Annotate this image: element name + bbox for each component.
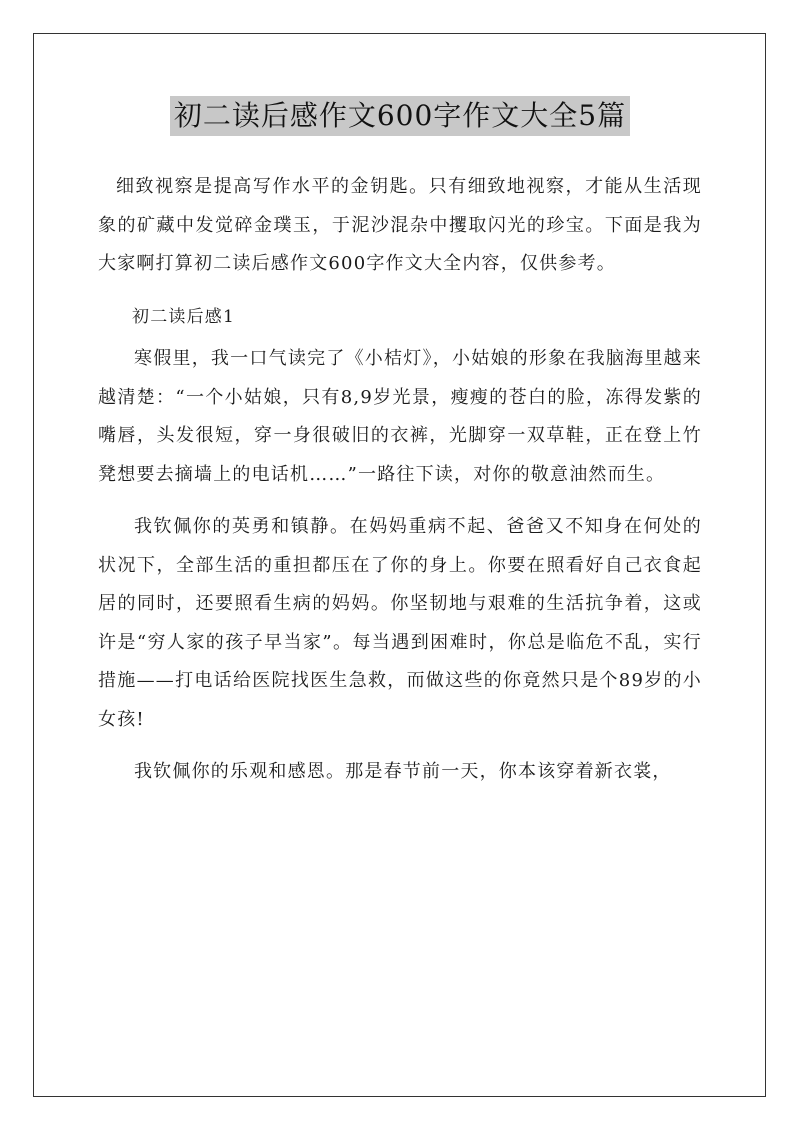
title-container	[0, 96, 800, 136]
body-paragraph: 我钦佩你的乐观和感恩。那是春节前一天，你本该穿着新衣裳，	[134, 761, 672, 782]
document-body	[98, 168, 702, 792]
intro-paragraph: 细致视察是提高写作水平的金钥匙。只有细致地视察，才能从生活现象的矿藏中发觉碎金璞玉，于泥沙混杂中攫取闪光的珍宝。下面是我为大家啊打算初二读后感作文600字作文大全内容，仅供参考。	[98, 176, 702, 274]
section-heading: 初二读后感1	[132, 306, 236, 327]
body-paragraph: 我钦佩你的英勇和镇静。在妈妈重病不起、爸爸又不知身在何处的状况下，全部生活的重担都压在了你的身上。你要在照看好自己衣食起居的同时，还要照看生病的妈妈。你坚韧地与艰难的生活抗争着，这或许是“穷人家的孩子早当家”。每当遇到困难时，你总是临危不乱，实行措施——打电话给医院找医生急救，而做这些的你竟然只是个89岁的小女孩!	[98, 516, 702, 730]
document-title: 初二读后感作文600字作文大全5篇	[170, 96, 630, 136]
body-paragraph: 寒假里，我一口气读完了《小桔灯》，小姑娘的形象在我脑海里越来越清楚：“一个小姑娘，只有8,9岁光景，瘦瘦的苍白的脸，冻得发紫的嘴唇，头发很短，穿一身很破旧的衣裤，光脚穿一双草鞋，正在登上竹凳想要去摘墙上的电话机……”一路往下读，对你的敬意油然而生。	[98, 348, 702, 485]
